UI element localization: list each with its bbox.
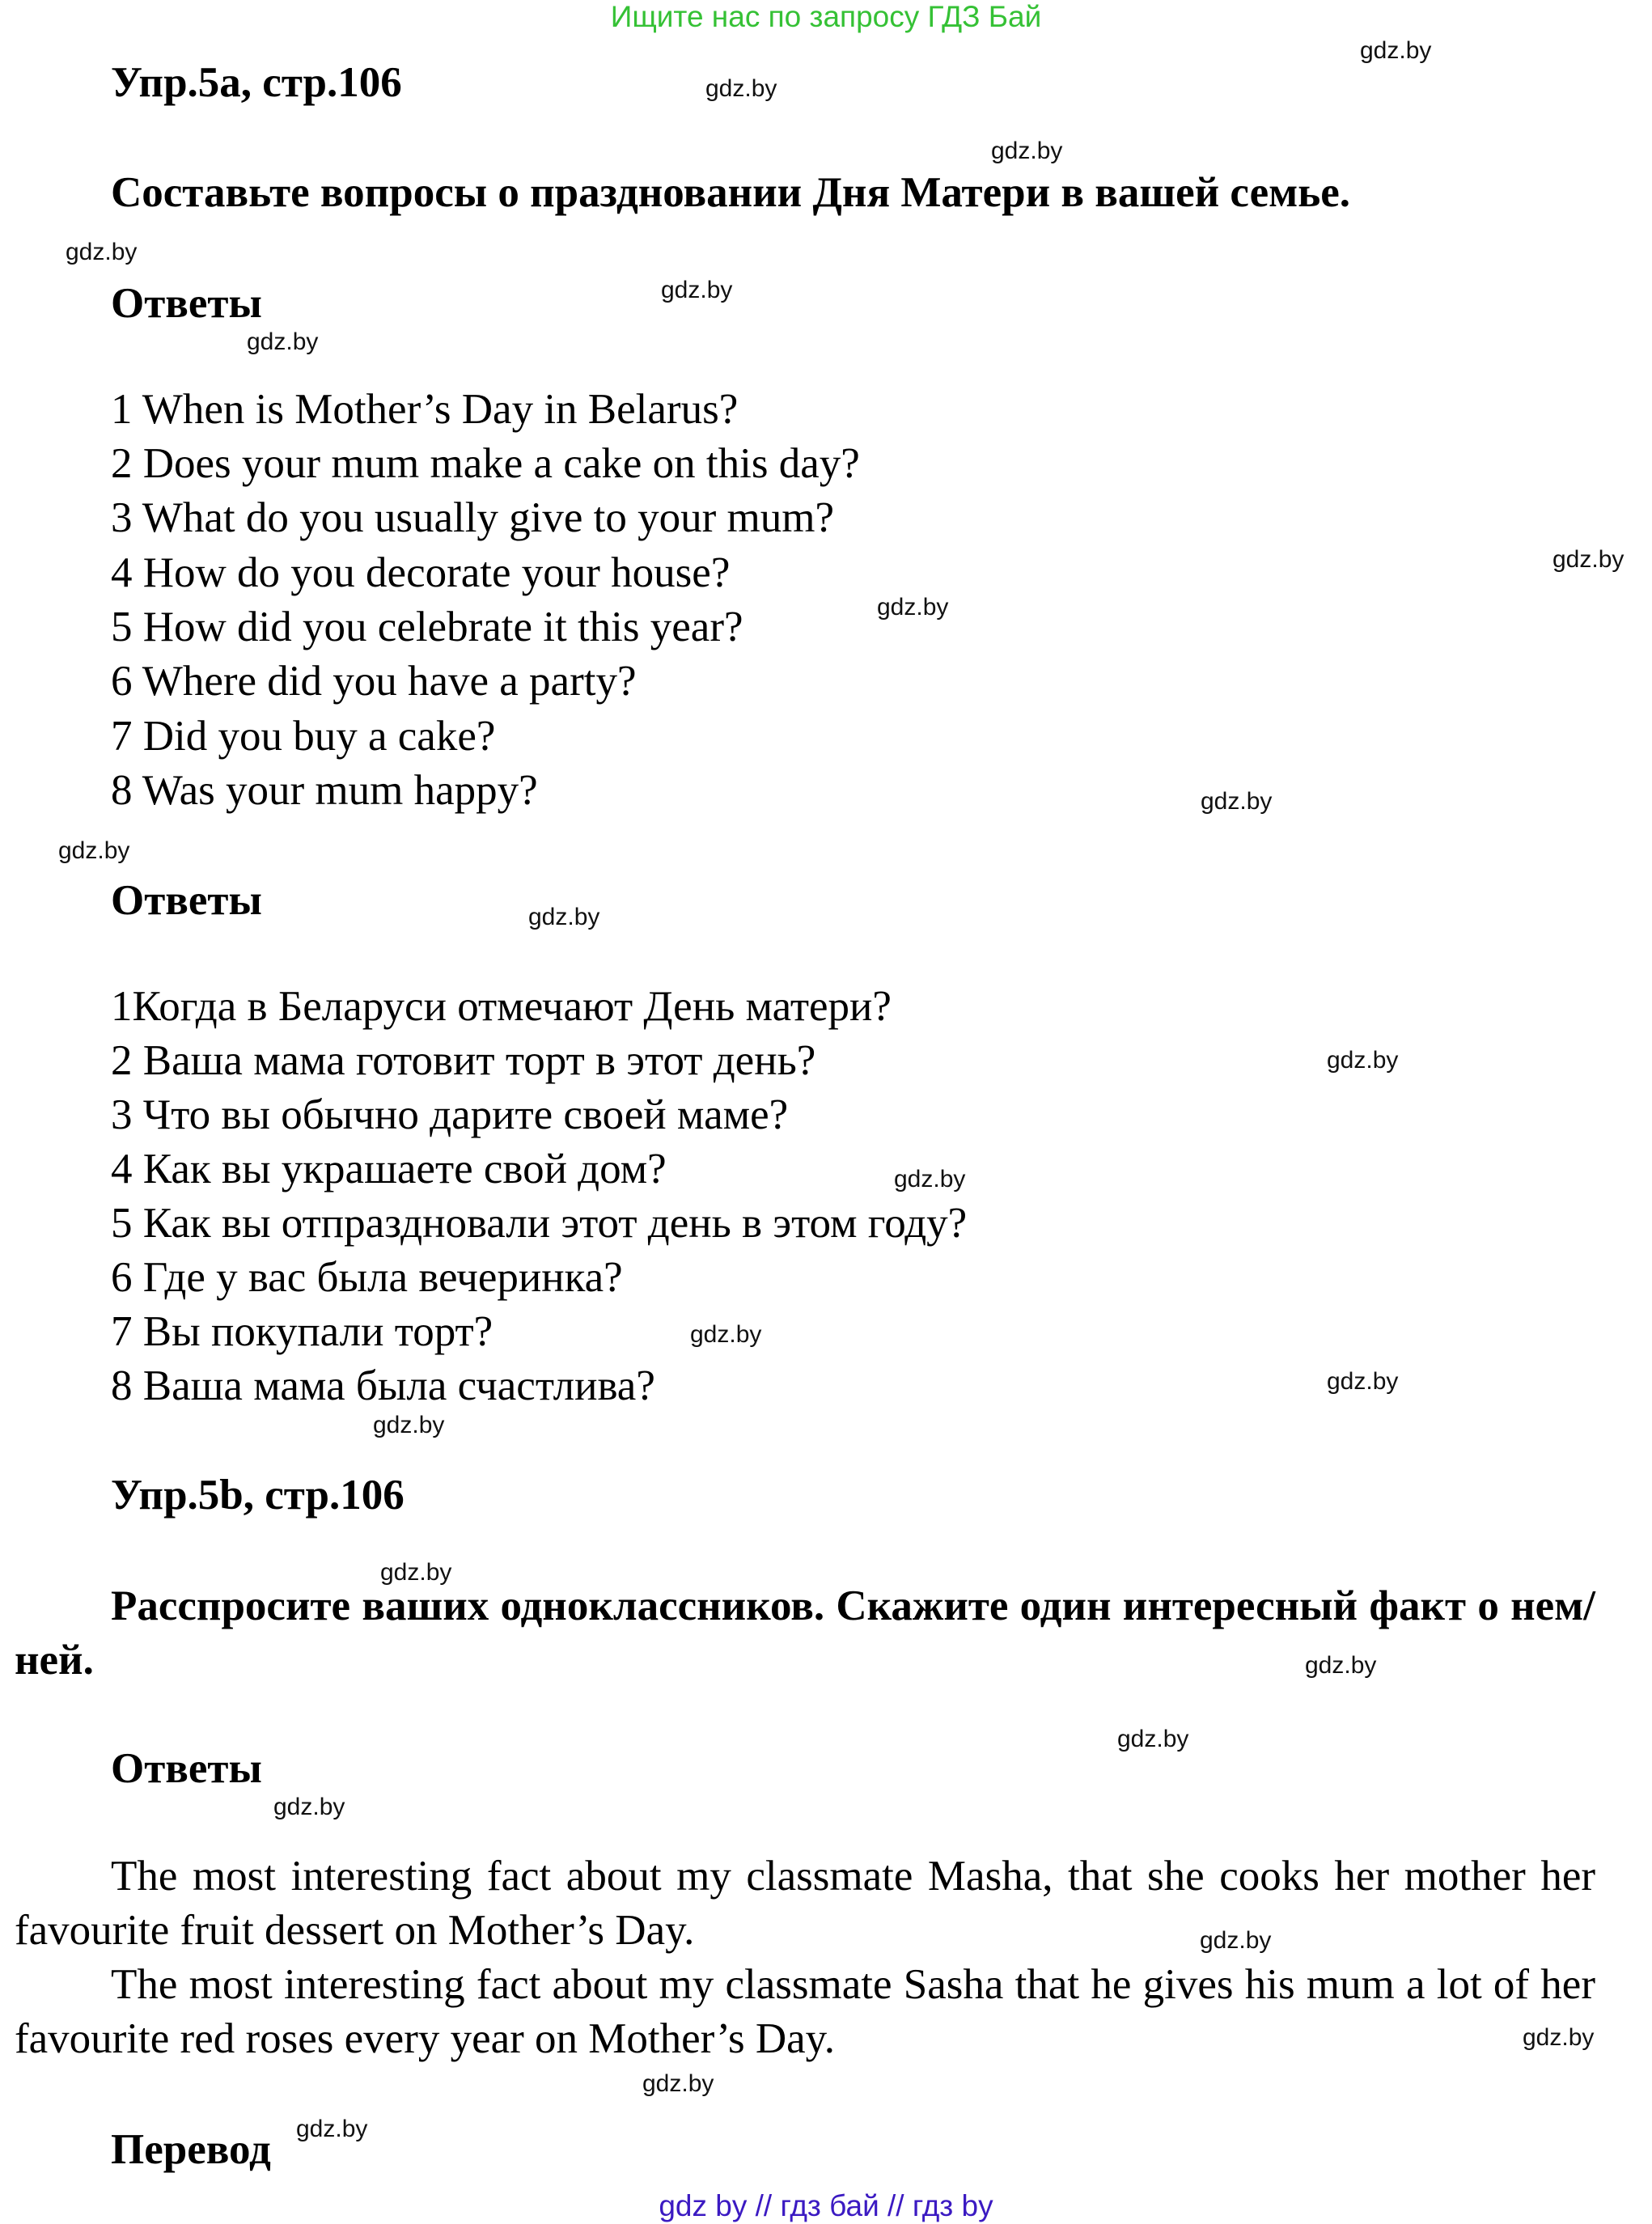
exercise-5b-title: Упр.5b, стр.106 — [111, 1472, 405, 1519]
answer-en-7: 7 Did you buy a cake? — [111, 713, 496, 760]
watermark: gdz.by — [373, 1412, 445, 1438]
answer-en-2: 2 Does your mum make a cake on this day? — [111, 440, 860, 487]
watermark: gdz.by — [705, 75, 777, 102]
watermark: gdz.by — [1523, 2024, 1595, 2051]
answer-en-6: 6 Where did you have a party? — [111, 658, 637, 705]
answers-heading-5b: Ответы — [111, 1745, 262, 1792]
watermark: gdz.by — [661, 277, 733, 303]
answer-en-3: 3 What do you usually give to your mum? — [111, 494, 835, 541]
footer-links: gdz by // гдз бай // гдз by — [659, 2189, 993, 2222]
watermark: gdz.by — [894, 1166, 966, 1192]
watermark: gdz.by — [1117, 1726, 1189, 1752]
watermark: gdz.by — [273, 1794, 345, 1820]
answer-en-8: 8 Was your mum happy? — [111, 767, 538, 814]
watermark: gdz.by — [1305, 1652, 1377, 1679]
watermark: gdz.by — [877, 594, 949, 621]
answer-en-1: 1 When is Mother’s Day in Belarus? — [111, 386, 739, 433]
watermark: gdz.by — [1360, 37, 1432, 64]
answer-paragraph-1: The most interesting fact about my classmate Masha, that she cooks her mother her favourite fruit dessert on Mother’s Day. — [15, 1853, 1595, 1954]
answer-ru-3: 3 Что вы обычно дарите своей маме? — [111, 1091, 789, 1138]
answer-ru-4: 4 Как вы украшаете свой дом? — [111, 1146, 667, 1192]
watermark: gdz.by — [296, 2116, 368, 2142]
search-banner: Ищите нас по запросу ГДЗ Бай — [610, 0, 1042, 33]
answer-ru-8: 8 Ваша мама была счастлива? — [111, 1362, 655, 1409]
exercise-5a-title: Упр.5a, стр.106 — [111, 59, 402, 106]
answers-heading: Ответы — [111, 280, 262, 327]
translation-heading: Перевод — [111, 2126, 271, 2173]
answer-ru-5: 5 Как вы отпраздновали этот день в этом году? — [111, 1200, 968, 1247]
answer-ru-7: 7 Вы покупали торт? — [111, 1308, 493, 1355]
watermark: gdz.by — [642, 2070, 714, 2097]
watermark: gdz.by — [1201, 788, 1273, 815]
watermark: gdz.by — [58, 837, 130, 864]
watermark: gdz.by — [528, 904, 600, 930]
answer-paragraph-2: The most interesting fact about my classmate Sasha that he gives his mum a lot of her favourite red roses every year on Mother’s Day. — [15, 1961, 1595, 2062]
watermark: gdz.by — [247, 328, 319, 355]
watermark: gdz.by — [1327, 1047, 1399, 1074]
watermark: gdz.by — [1552, 546, 1624, 573]
watermark: gdz.by — [380, 1559, 452, 1586]
watermark: gdz.by — [66, 239, 138, 265]
answer-ru-6: 6 Где у вас была вечеринка? — [111, 1254, 623, 1301]
answer-ru-1: 1Когда в Беларуси отмечают День матери? — [111, 983, 892, 1030]
answers-heading-2: Ответы — [111, 877, 262, 924]
exercise-5b-task: Расспросите ваших одноклассников. Скажите один интересный факт о нем/ней. — [15, 1582, 1595, 1684]
answer-ru-2: 2 Ваша мама готовит торт в этот день? — [111, 1037, 816, 1084]
exercise-5a-task: Составьте вопросы о праздновании Дня Матери в вашей семье. — [111, 169, 1351, 216]
answer-en-4: 4 How do you decorate your house? — [111, 549, 731, 596]
watermark: gdz.by — [1200, 1927, 1272, 1954]
answer-en-5: 5 How did you celebrate it this year? — [111, 604, 743, 650]
watermark: gdz.by — [1327, 1368, 1399, 1395]
watermark: gdz.by — [690, 1321, 762, 1348]
watermark: gdz.by — [991, 138, 1063, 164]
